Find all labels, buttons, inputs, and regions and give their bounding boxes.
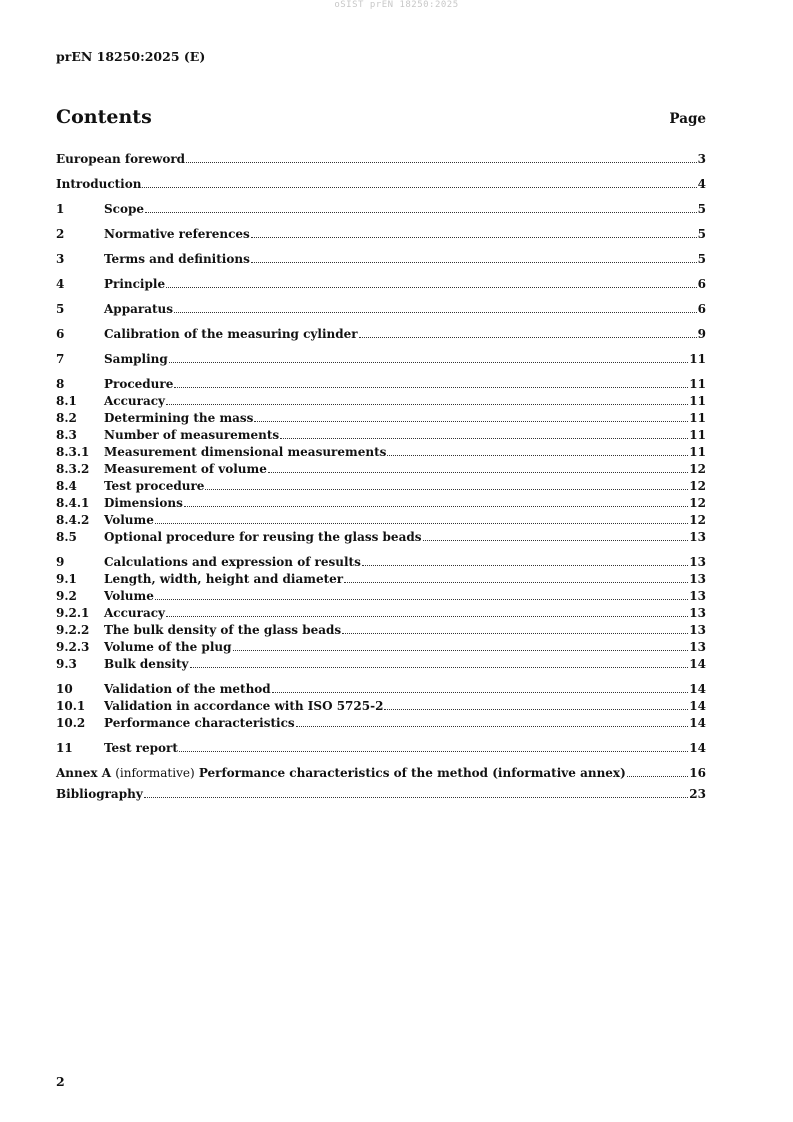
dot-leader xyxy=(166,393,688,405)
dot-leader xyxy=(233,639,689,651)
dot-leader xyxy=(423,529,689,541)
toc-entry-number: 1 xyxy=(56,202,65,216)
toc-entry[interactable] xyxy=(56,151,706,168)
toc-entry[interactable] xyxy=(56,201,706,218)
toc-entry-title: Introduction xyxy=(56,177,142,191)
toc-entry-title: Calculations and expression of results xyxy=(104,555,361,569)
toc-entry-number: 2 xyxy=(56,227,65,241)
toc-entry-title: Test procedure xyxy=(104,479,205,493)
toc-entry[interactable] xyxy=(56,639,706,656)
dot-leader xyxy=(166,605,688,617)
dot-leader xyxy=(280,427,688,439)
toc-entry-title: Optional procedure for reusing the glass beads xyxy=(104,530,422,544)
dot-leader xyxy=(184,495,688,507)
toc-entry[interactable] xyxy=(56,444,706,461)
toc-entry-title: Number of measurements xyxy=(104,428,280,442)
dot-leader xyxy=(344,571,688,583)
toc-entry-title: Accuracy xyxy=(104,394,166,408)
toc-entry-title: Principle xyxy=(104,277,166,291)
toc-entry-annex-a[interactable] xyxy=(56,765,706,782)
page-column-label: Page xyxy=(669,111,706,127)
toc-entry-page: 16 xyxy=(689,766,706,780)
toc-entry-page: 5 xyxy=(697,202,706,216)
toc-entry-page: 23 xyxy=(689,787,706,801)
dot-leader xyxy=(342,622,688,634)
toc-entry-title: Apparatus xyxy=(104,302,173,316)
toc-entry-number: 9 xyxy=(56,555,65,569)
footer-page-number: 2 xyxy=(56,1074,65,1089)
dot-leader xyxy=(144,786,689,798)
toc-entry-title: Accuracy xyxy=(104,606,166,620)
toc-entry-title xyxy=(56,765,626,782)
toc-entry-number: 10.2 xyxy=(56,716,86,730)
toc-entry-number: 10.1 xyxy=(56,699,86,713)
toc-entry-title: European foreword xyxy=(56,152,186,166)
dot-leader xyxy=(387,444,688,456)
toc-entry-title: Procedure xyxy=(104,377,174,391)
toc-entry[interactable] xyxy=(56,251,706,268)
toc-entry[interactable] xyxy=(56,588,706,605)
toc-entry-page: 11 xyxy=(689,428,706,442)
toc-entry-number: 9.3 xyxy=(56,657,77,671)
dot-leader xyxy=(251,226,697,238)
toc-entry-page: 14 xyxy=(689,699,706,713)
toc-entry-page: 6 xyxy=(697,302,706,316)
toc-entry-title: Measurement of volume xyxy=(104,462,267,476)
toc-entry[interactable] xyxy=(56,226,706,243)
toc-entry[interactable] xyxy=(56,529,706,546)
toc-entry-number: 11 xyxy=(56,741,73,755)
toc-entry[interactable] xyxy=(56,512,706,529)
toc-entry-page: 13 xyxy=(689,572,706,586)
toc-entry-title: Bulk density xyxy=(104,657,189,671)
toc-entry-page: 12 xyxy=(689,462,706,476)
annex-title: Performance characteristics of the method (informative annex) xyxy=(198,766,626,780)
dot-leader xyxy=(362,554,688,566)
dot-leader xyxy=(296,715,689,727)
toc-entry-number: 5 xyxy=(56,302,65,316)
toc-entry-title: Volume xyxy=(104,513,154,527)
dot-leader xyxy=(174,301,697,313)
toc-entry-title: Measurement dimensional measurements xyxy=(104,445,387,459)
contents-title: Contents xyxy=(56,106,152,128)
toc-entry-title: Validation of the method xyxy=(104,682,271,696)
toc-entry[interactable] xyxy=(56,301,706,318)
toc-entry-title: Terms and definitions xyxy=(104,252,250,266)
toc-entry-page: 13 xyxy=(689,589,706,603)
toc-entry[interactable] xyxy=(56,410,706,427)
toc-entry[interactable] xyxy=(56,681,706,698)
dot-leader xyxy=(268,461,688,473)
toc-entry-number: 9.2.3 xyxy=(56,640,90,654)
toc-entry-page: 11 xyxy=(689,352,706,366)
dot-leader xyxy=(190,656,689,668)
toc-entry[interactable] xyxy=(56,176,706,193)
toc-entry-page: 13 xyxy=(689,640,706,654)
dot-leader xyxy=(155,512,688,524)
toc-entry-page: 12 xyxy=(689,513,706,527)
toc-entry-number: 10 xyxy=(56,682,73,696)
toc-entry-number: 8.5 xyxy=(56,530,77,544)
dot-leader xyxy=(142,176,696,188)
toc-entry-number: 8 xyxy=(56,377,65,391)
toc-entry-title: Normative references xyxy=(104,227,250,241)
toc-entry[interactable] xyxy=(56,495,706,512)
toc-entry-page: 3 xyxy=(697,152,706,166)
annex-label: Annex A xyxy=(56,766,112,780)
toc-entry-number: 8.4 xyxy=(56,479,77,493)
toc-entry[interactable] xyxy=(56,656,706,673)
toc-entry-title: Volume xyxy=(104,589,154,603)
toc-entry[interactable] xyxy=(56,376,706,393)
toc-entry-page: 6 xyxy=(697,277,706,291)
toc-entry-page: 14 xyxy=(689,682,706,696)
dot-leader xyxy=(166,276,697,288)
toc-entry-number: 8.1 xyxy=(56,394,77,408)
annex-qualifier: (informative) xyxy=(115,766,195,780)
toc-entry-title: Calibration of the measuring cylinder xyxy=(104,327,358,341)
toc-entry-title: Scope xyxy=(104,202,145,216)
dot-leader xyxy=(179,740,688,752)
toc-entry-title: Determining the mass xyxy=(104,411,254,425)
dot-leader xyxy=(384,698,688,710)
toc-entry-page: 13 xyxy=(689,623,706,637)
dot-leader xyxy=(145,201,697,213)
toc-entry-page: 9 xyxy=(697,327,706,341)
toc-entry-title: Volume of the plug xyxy=(104,640,232,654)
dot-leader xyxy=(169,351,689,363)
dot-leader xyxy=(186,151,697,163)
toc-entry-number: 8.3.1 xyxy=(56,445,90,459)
toc-entry-page: 14 xyxy=(689,741,706,755)
toc-entry-number: 9.2 xyxy=(56,589,77,603)
toc-entry-number: 9.2.1 xyxy=(56,606,90,620)
toc-entry-title: Dimensions xyxy=(104,496,183,510)
toc-entry-page: 5 xyxy=(697,227,706,241)
toc-entry-page: 14 xyxy=(689,716,706,730)
dot-leader xyxy=(272,681,689,693)
toc-entry-title: Length, width, height and diameter xyxy=(104,572,344,586)
toc-entry-number: 7 xyxy=(56,352,65,366)
toc-entry[interactable] xyxy=(56,571,706,588)
toc-entry-number: 6 xyxy=(56,327,65,341)
dot-leader xyxy=(627,765,689,777)
document-id: prEN 18250:2025 (E) xyxy=(56,49,206,64)
toc-entry[interactable] xyxy=(56,393,706,410)
dot-leader xyxy=(174,376,688,388)
toc-entry-page: 4 xyxy=(697,177,706,191)
toc-entry-number: 8.4.1 xyxy=(56,496,90,510)
toc-entry[interactable] xyxy=(56,605,706,622)
toc-entry-number: 8.4.2 xyxy=(56,513,90,527)
toc-entry-title: Validation in accordance with ISO 5725-2 xyxy=(104,699,384,713)
toc-entry-page: 13 xyxy=(689,530,706,544)
toc-entry[interactable] xyxy=(56,715,706,732)
dot-leader xyxy=(205,478,688,490)
toc-entry[interactable] xyxy=(56,740,706,757)
toc-entry-number: 9.2.2 xyxy=(56,623,90,637)
toc-entry-page: 12 xyxy=(689,496,706,510)
toc-entry-page: 12 xyxy=(689,479,706,493)
toc-entry-page: 11 xyxy=(689,394,706,408)
toc-entry[interactable] xyxy=(56,461,706,478)
toc-entry[interactable] xyxy=(56,351,706,368)
toc-entry[interactable] xyxy=(56,554,706,571)
dot-leader xyxy=(359,326,697,338)
toc-entry-page: 14 xyxy=(689,657,706,671)
dot-leader xyxy=(155,588,688,600)
toc-entry-page: 5 xyxy=(697,252,706,266)
toc-entry[interactable] xyxy=(56,698,706,715)
toc-entry-page: 11 xyxy=(689,411,706,425)
contents-header xyxy=(56,106,706,128)
table-of-contents xyxy=(56,151,706,803)
toc-entry-number: 8.3 xyxy=(56,428,77,442)
toc-entry[interactable] xyxy=(56,622,706,639)
toc-entry[interactable] xyxy=(56,427,706,444)
toc-entry-number: 3 xyxy=(56,252,65,266)
toc-entry-title: Bibliography xyxy=(56,787,143,801)
toc-entry-title: Sampling xyxy=(104,352,168,366)
dot-leader xyxy=(254,410,688,422)
toc-entry-title: Performance characteristics xyxy=(104,716,295,730)
toc-entry-title: The bulk density of the glass beads xyxy=(104,623,342,637)
toc-entry-title: Test report xyxy=(104,741,178,755)
toc-entry-number: 8.2 xyxy=(56,411,77,425)
toc-entry-bibliography[interactable] xyxy=(56,786,706,803)
toc-entry-number: 9.1 xyxy=(56,572,77,586)
toc-entry-number: 4 xyxy=(56,277,65,291)
watermark: oSIST prEN 18250:2025 xyxy=(334,0,459,10)
toc-entry-page: 11 xyxy=(689,445,706,459)
toc-entry-page: 11 xyxy=(689,377,706,391)
toc-entry-number: 8.3.2 xyxy=(56,462,90,476)
toc-entry[interactable] xyxy=(56,276,706,293)
toc-entry-page: 13 xyxy=(689,555,706,569)
toc-entry[interactable] xyxy=(56,326,706,343)
toc-entry-page: 13 xyxy=(689,606,706,620)
toc-entry[interactable] xyxy=(56,478,706,495)
dot-leader xyxy=(251,251,697,263)
